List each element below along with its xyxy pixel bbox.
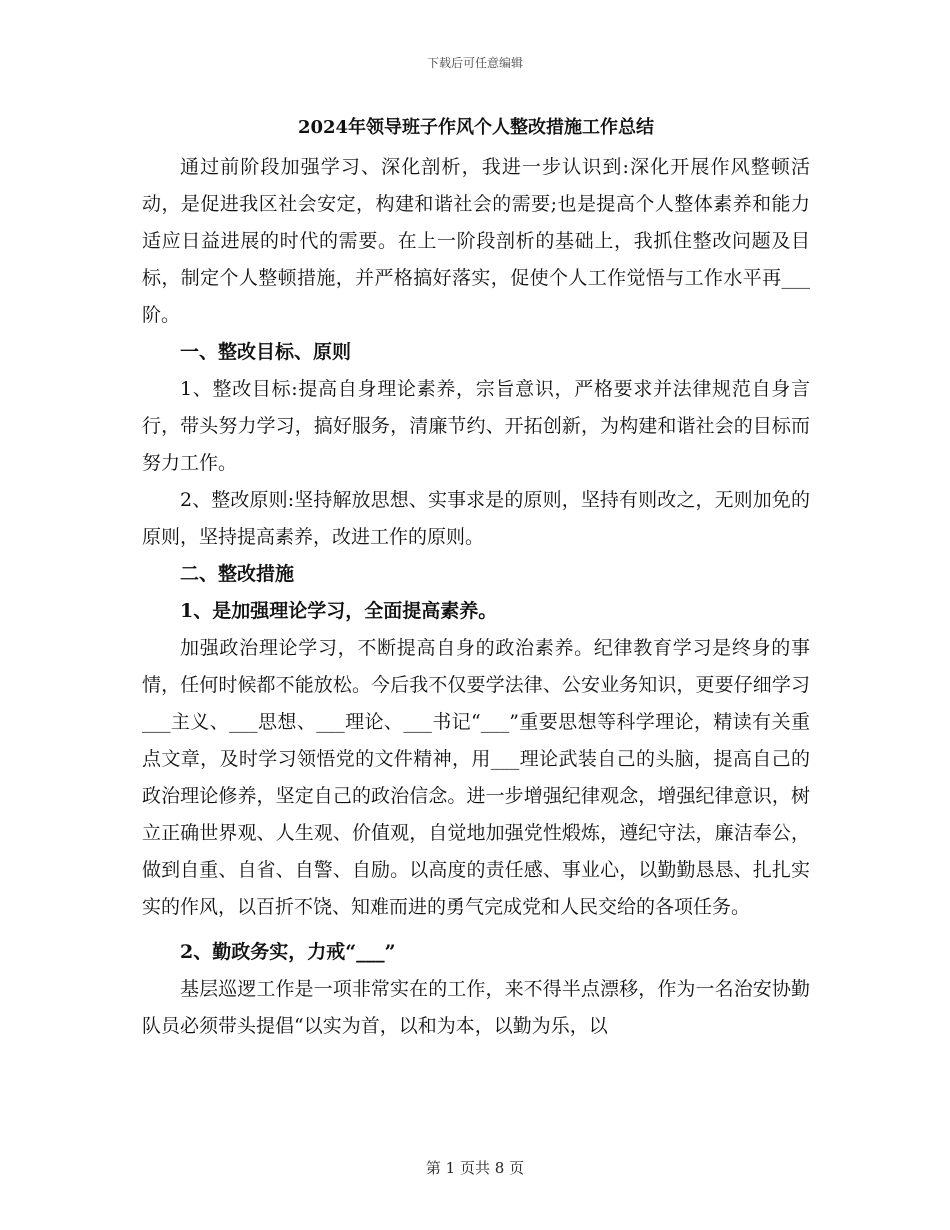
principle-paragraph: 2、整改原则:坚持解放思想、实事求是的原则，坚持有则改之，无则加免的原则，坚持提高素养，改进工作的原则。 [142,489,810,548]
page-footer: 第 1 页共 8 页 [425,1159,525,1177]
section-heading-goals: 一、整改目标、原则 [180,341,352,363]
document-body [142,113,810,1045]
subheading-theory-study: 1、是加强理论学习，全面提高素养。 [180,600,498,622]
page-header: 下载后可任意编辑 [426,56,523,70]
goal-paragraph: 1、整改目标:提高自身理论素养，宗旨意识，严格要求并法律规范自身言行，带头努力学习，搞好服务，清廉节约、开拓创新，为构建和谐社会的目标而努力工作。 [142,378,810,474]
intro-paragraph: 通过前阶段加强学习、深化剖析，我进一步认识到:深化开展作风整顿活动，是促进我区社会安定，构建和谐社会的需要;也是提高个人整体素养和能力适应日益进展的时代的需要。在上一阶段剖析的基础上，我抓住整改问题及目标，制定个人整顿措施，并严格搞好落实，促使个人工作觉悟与工作水平再___阶。 [142,156,810,326]
diligence-paragraph: 基层巡逻工作是一项非常实在的工作，来不得半点漂移，作为一名治安协勤队员必须带头提倡“以实为首，以和为本，以勤为乐，以 [142,978,810,1037]
document-title: 2024年领导班子作风个人整改措施工作总结 [297,117,655,138]
section-heading-measures: 二、整改措施 [180,563,295,585]
theory-study-paragraph: 加强政治理论学习，不断提高自身的政治素养。纪律教育学习是终身的事情，任何时候都不能放松。今后我不仅要学法律、公安业务知识，更要仔细学习___主义、___思想、___理论、___书记“___”重要思想等科学理论，精读有关重点文章，及时学习领悟党的文件精神，用___理论武装自己的头脑，提高自己的政治理论修养，坚定自己的政治信念。进一步增强纪律观念，增强纪律意识，树立正确世界观、人生观、价值观，自觉地加强党性煅炼，遵纪守法，廉洁奉公，做到自重、自省、自警、自励。以高度的责任感、事业心，以勤勤恳恳、扎扎实实的作风，以百折不饶、知难而进的勇气完成党和人民交给的各项任务。 [142,637,810,918]
subheading-diligence: 2、勤政务实，力戒“___” [180,941,396,963]
